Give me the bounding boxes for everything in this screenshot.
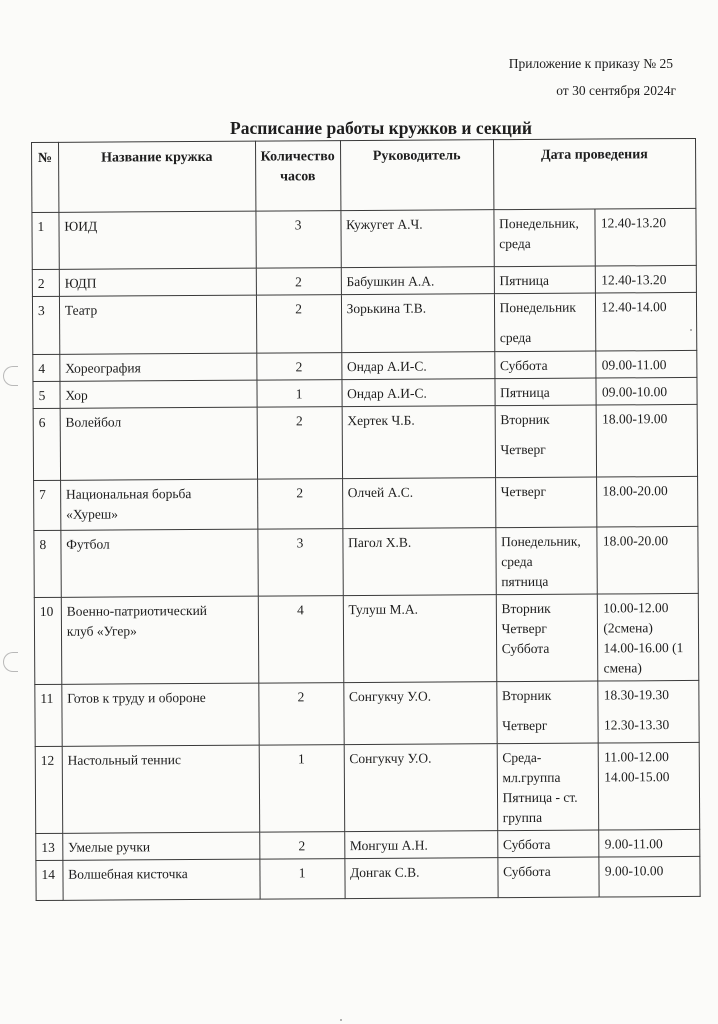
hours-count: 2 [257,407,342,480]
schedule-times-line: 09.00-10.00 [601,384,668,400]
schedule-times [597,476,698,527]
schedule-days-line: среда [501,553,533,570]
schedule-days-line: группа [502,809,543,826]
column-header-date: Дата проведения [493,138,696,209]
table-row [33,350,697,381]
schedule-times-line: 11.00-12.00 [604,749,669,765]
schedule-times [599,856,700,897]
row-number: 3 [32,296,59,354]
schedule-times-line: 18.00-20.00 [602,483,668,499]
schedule-days-line: Четверг [500,483,547,500]
schedule-days-line: Пятница - ст. [502,789,578,806]
leader-name: Олчей А.С. [342,478,495,529]
schedule-days [497,830,599,858]
table-row [34,526,698,597]
club-name-line: «Хуреш» [66,506,119,522]
row-number: 7 [34,480,61,530]
schedule-times-line: смена) [603,660,642,676]
row-number: 2 [32,269,59,296]
schedule-times-line: (2смена) [603,620,653,636]
row-number: 1 [32,212,59,269]
club-name-line: клуб «Угер» [66,623,137,639]
leader-name: Ондар А.И-С. [342,379,495,407]
club-name [63,832,260,860]
leader-name: Сонгукчу У.О. [343,682,496,745]
schedule-times-line: 10.00-12.00 [603,600,669,616]
schedule-days [496,681,598,744]
table-row [35,742,700,833]
schedule-days [495,477,597,528]
schedule-days [494,266,596,294]
column-header-number: № [32,142,59,212]
schedule-days-line: мл.группа [502,769,561,786]
schedule-days-line: среда [499,235,531,252]
column-header-name: Название кружка [58,141,255,212]
row-number: 6 [33,408,60,480]
schedule-days-line: Четверг [500,441,546,458]
schedule-days [497,857,599,898]
club-name [62,745,259,833]
table-row [33,404,697,480]
club-name-line: ЮДП [64,275,97,291]
schedule-times [596,292,697,351]
schedule-days [494,209,596,267]
schedule-times [599,742,700,830]
schedule-times-line: 18.00-20.00 [602,533,669,549]
hours-count: 2 [257,479,342,530]
document-title: Расписание работы кружков и секций [230,118,532,138]
appendix-line: Приложение к приказу № 25 [508,56,673,71]
club-name-line: Умелые ручки [68,839,151,855]
schedule-times [596,350,697,378]
schedule-days [495,527,597,595]
leader-name: Тулуш М.А. [343,595,497,683]
hours-count: 1 [257,380,342,408]
schedule-times [596,265,697,293]
table-body [32,208,700,900]
club-name-line: Футбол [66,536,110,552]
table-row [32,292,696,354]
schedule-days [495,378,597,406]
schedule-times-line: 12.30-13.30 [603,717,670,733]
table-row [34,593,699,684]
row-number: 11 [35,684,62,746]
club-name [60,407,257,480]
schedule-times-line: 12.40-14.00 [601,299,667,315]
hours-count: 3 [257,529,342,597]
schedule-days-line: Понедельник, [501,533,581,550]
club-name [59,268,256,296]
schedule-times-line: 9.00-11.00 [604,836,663,852]
table-row [36,829,700,860]
club-name-line: Хореография [65,360,141,376]
row-number: 13 [36,833,63,860]
schedule-days-line: Вторник [500,411,550,428]
row-number: 8 [34,530,61,597]
punch-hole-mark [3,652,18,672]
schedule-days-line: Вторник [501,687,552,704]
schedule-times-line: 18.00-19.00 [602,411,668,427]
hours-count: 2 [259,832,344,860]
schedule-times [595,208,696,266]
hours-count: 1 [259,859,344,900]
hours-count: 2 [256,268,341,296]
hours-count: 1 [259,745,345,833]
row-number: 10 [34,597,61,684]
schedule-times [597,526,698,594]
club-name-line: Хор [65,387,88,403]
leader-name: Монгуш А.Н. [344,831,497,859]
hours-count: 4 [258,596,344,684]
punch-hole-mark [3,366,18,386]
row-number: 4 [33,354,60,381]
table-header-row [32,138,696,212]
schedule-times [598,593,699,681]
schedule-times-line: 12.40-13.20 [601,272,667,288]
schedule-days [496,594,598,682]
leader-name: Пагол Х.В. [342,528,495,596]
column-header-leader: Руководитель [340,140,493,211]
schedule-days-line: Суббота [502,836,551,853]
hours-count: 3 [255,211,340,269]
schedule-times-line: 12.40-13.20 [600,215,667,231]
schedule-days-line: Суббота [499,357,548,374]
schedule-days [497,743,599,831]
schedule-days-line: Вторник [501,600,551,617]
club-name-line: Военно-патриотический [66,602,208,619]
club-name-line: Национальная борьба [65,486,192,502]
schedule-days-line: Среда- [502,749,542,766]
club-name [63,859,260,900]
schedule-table [31,138,701,901]
leader-name: Хертек Ч.Б. [342,406,495,479]
hours-count: 2 [256,295,341,354]
club-name [61,596,258,684]
schedule-times-line: 18.30-19.30 [603,687,670,703]
leader-name: Кужугет А.Ч. [341,210,494,268]
club-name [60,479,257,530]
leader-name: Донгак С.В. [344,858,497,899]
schedule-times [596,404,697,477]
schedule-times-line: 14.00-16.00 (1 [603,640,684,656]
table-row [33,377,697,408]
leader-name: Ондар А.И-С. [341,352,494,380]
leader-name: Бабушкин А.А. [341,267,494,295]
club-name-line: Театр [64,302,98,318]
schedule-days-line: Понедельник, [499,215,579,232]
club-name [62,683,259,746]
table-row [35,680,699,746]
schedule-days-line: Пятница [500,384,550,401]
table-row [34,476,698,530]
schedule-times [599,829,700,857]
schedule-days-line: Суббота [501,640,550,657]
schedule-times-line: 09.00-11.00 [601,357,667,373]
club-name [59,295,256,354]
schedule-days [494,351,596,379]
club-name-line: Волейбол [65,414,122,430]
club-name [59,211,256,269]
leader-name: Зорькина Т.В. [341,294,494,353]
club-name [60,380,257,408]
table-row [32,208,696,269]
schedule-times-line: 14.00-15.00 [604,769,670,785]
schedule-times-line: 9.00-10.00 [604,863,664,879]
schedule-days-line: среда [499,329,532,346]
club-name-line: Готов к труду и обороне [67,689,206,706]
club-name [61,529,258,597]
table-row [36,856,700,900]
schedule-times [598,680,699,743]
hours-count: 2 [258,683,343,746]
schedule-days-line: пятница [501,573,549,590]
scan-speck [340,1019,342,1021]
club-name-line: Волшебная кисточка [68,866,188,882]
schedule-times [596,377,697,405]
column-header-hours: Количество часов [255,141,340,212]
schedule-days [495,405,597,478]
schedule-days-line: Четверг [501,620,547,637]
order-date-line: от 30 сентября 2024г [556,83,676,98]
row-number: 12 [35,746,62,833]
row-number: 14 [36,860,63,900]
row-number: 5 [33,381,60,408]
club-name [60,353,257,381]
club-name-line: Настольный теннис [67,752,181,768]
club-name-line: ЮИД [64,218,98,234]
schedule-days-line: Понедельник [499,299,576,316]
schedule-days-line: Пятница [499,272,550,289]
schedule-days [494,293,596,352]
scan-speck [690,329,692,331]
table-row [32,265,696,296]
leader-name: Сонгукчу У.О. [344,744,498,832]
schedule-days-line: Четверг [502,717,548,734]
schedule-days-line: Суббота [503,863,551,880]
hours-count: 2 [256,353,341,381]
